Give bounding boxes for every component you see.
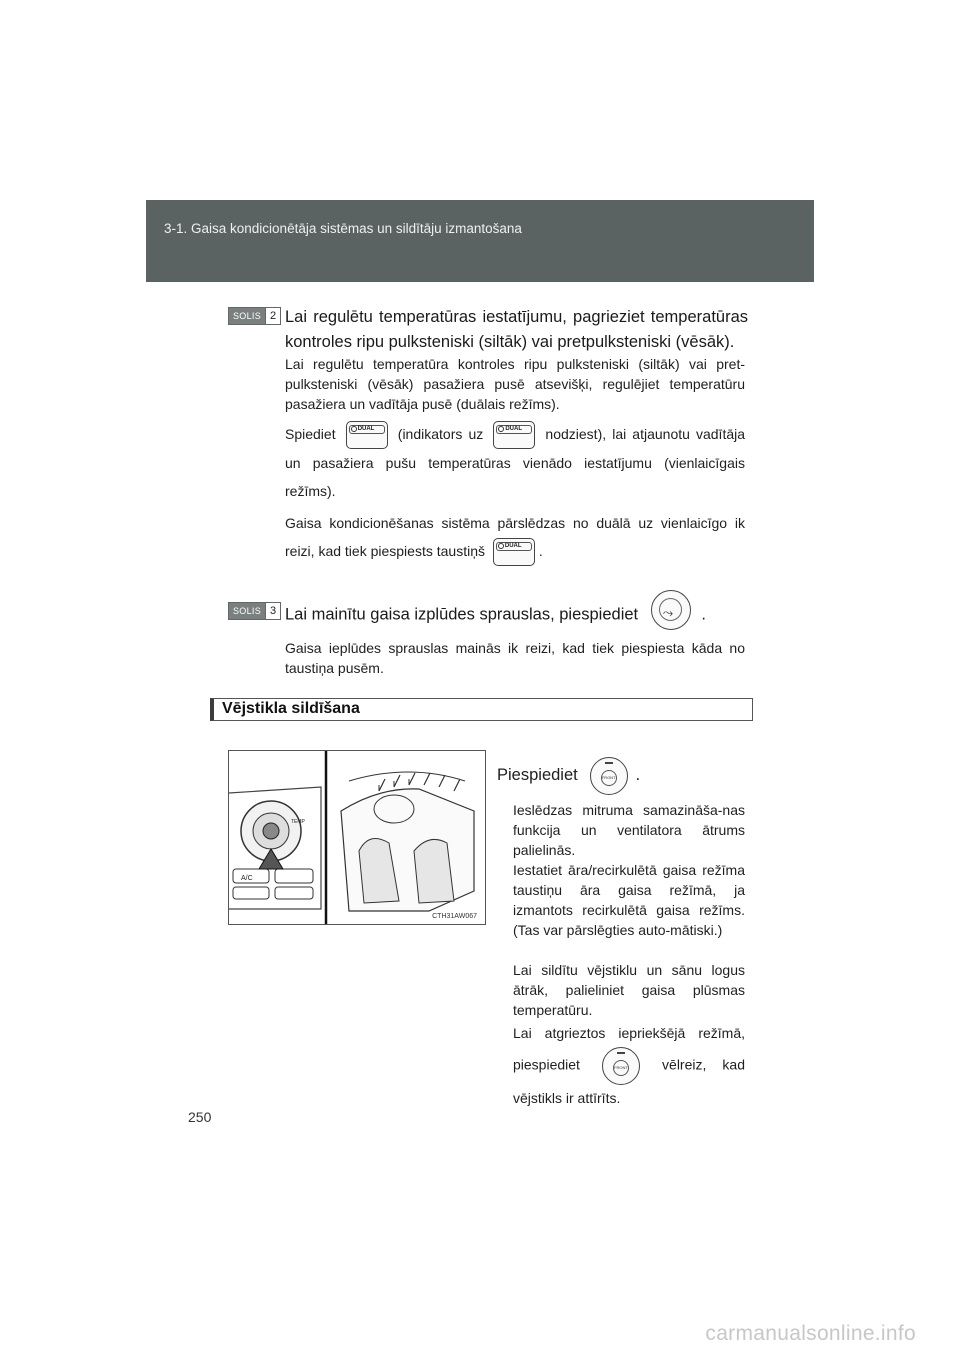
defog-label: FRONT (613, 1060, 629, 1076)
illustration-caption: CTH31AW067 (432, 913, 477, 920)
step-badge-number: 3 (265, 603, 280, 619)
step-2 (228, 305, 748, 355)
step-heading: Lai regulētu temperatūras iestatījumu, pagrieziet temperatūras kontroles ripu pulksteniski (siltāk) vai pretpulksteniski (vēsāk). (285, 308, 748, 351)
side-paragraph-4 (513, 1020, 745, 1112)
text-fragment: . (538, 543, 543, 559)
step-2-paragraph-1: Lai regulētu temperatūra kontroles ripu pulksteniski (siltāk) vai pret-pulksteniski (vēsāk) pasažiera pusē atsevišķi, regulējiet temperatūru pasažiera un vadītāja pusē (duālais režīms). (285, 356, 745, 412)
section-heading (210, 698, 753, 721)
dual-label: DUAL (357, 426, 375, 433)
side-paragraph-3: Lai sildītu vējstiklu un sānu logus ātrāk, palieliniet gaisa plūsmas temperatūru. (513, 962, 745, 1018)
text-fragment: Lai atgrieztos iepriekšējā režīmā, piespiediet (513, 1025, 745, 1073)
step-heading (285, 600, 748, 630)
step-3 (228, 600, 748, 630)
front-defogger-button-icon (602, 1047, 640, 1085)
ac-button-label: A/C (241, 875, 253, 882)
dual-label: DUAL (504, 543, 522, 550)
chapter-header (146, 200, 814, 282)
text-fragment: vēlreiz, kad vējstikls ir attīrīts. (513, 1056, 745, 1106)
side-paragraph-2: Iestatiet āra/recirkulētā gaisa režīma taustiņu āra gaisa režīmā, ja izmantots recirkulētā gaisa režīms. (Tas var pārslēgties auto-mātiski.) (513, 862, 745, 938)
text-fragment: . (635, 766, 641, 784)
dual-button-icon (493, 538, 535, 566)
page-number: 250 (188, 1109, 212, 1125)
text-fragment: nodziest), lai atjaunotu vadītāja un pasažiera pušu temperatūras vienādo iestatījumu (vienlaicīgais režīms). (285, 426, 746, 500)
step-badge (228, 307, 281, 325)
step-badge (228, 602, 281, 620)
defogger-illustration (228, 750, 486, 925)
press-instruction (497, 757, 729, 795)
step-badge-number: 2 (265, 308, 280, 324)
text-fragment: Lai mainītu gaisa izplūdes sprauslas, piespiediet (285, 605, 639, 624)
dual-label: DUAL (505, 426, 522, 433)
text-fragment: (indikators uz (397, 426, 484, 442)
defog-label: FRONT (601, 770, 617, 786)
step-badge-word: SOLIS (229, 603, 265, 619)
temp-dial-label: TEMP (291, 819, 305, 825)
text-fragment: Piespiediet (497, 766, 578, 784)
dual-button-icon (493, 421, 535, 449)
watermark: carmanualsonline.info (705, 1322, 916, 1345)
chapter-title: 3-1. Gaisa kondicionētāja sistēmas un sildītāju izmantošana (164, 221, 522, 236)
step-badge-word: SOLIS (229, 308, 265, 324)
text-fragment: Spiediet (285, 426, 336, 442)
car-interior-drawing (229, 751, 485, 924)
dual-button-icon (346, 421, 388, 449)
text-fragment: Gaisa kondicionēšanas sistēma pārslēdzas no duālā uz vienlaicīgo ik reizi, kad tiek piespiests taustiņš (285, 515, 745, 559)
step-2-paragraph-3 (285, 509, 745, 566)
airflow-mode-button-icon: ⤳ (651, 590, 691, 630)
step-3-paragraph-1: Gaisa ieplūdes sprauslas mainās ik reizi, kad tiek piespiesta kāda no taustiņa pusēm. (285, 640, 745, 676)
text-fragment: . (701, 605, 706, 624)
step-2-paragraph-2 (285, 420, 745, 505)
section-title: Vējstikla sildīšana (222, 700, 360, 717)
front-defogger-button-icon (590, 757, 628, 795)
side-paragraph-1: Ieslēdzas mitruma samazināša-nas funkcija un ventilatora ātrums palielinās. (513, 802, 745, 858)
